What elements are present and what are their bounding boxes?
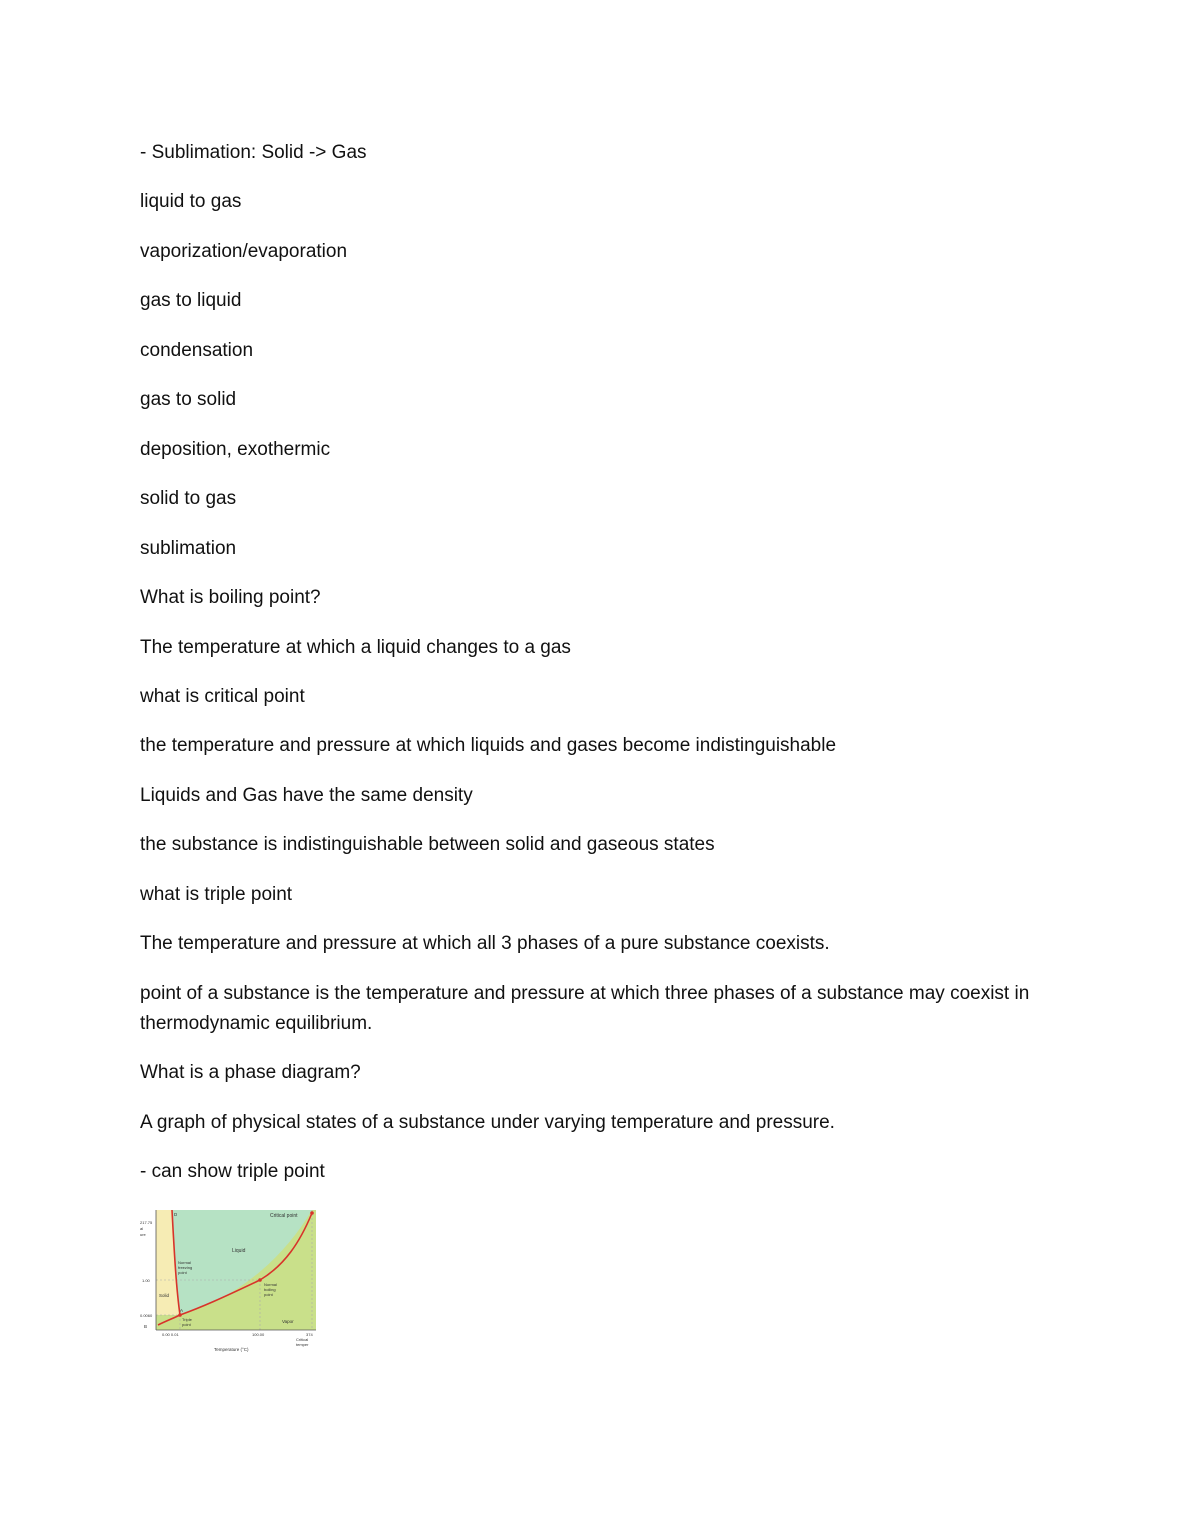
- point-d-label: D: [174, 1212, 178, 1217]
- boiling-point-marker: [258, 1278, 262, 1282]
- y-tick-mid: 1.00: [142, 1278, 150, 1283]
- text-line: deposition, exothermic: [140, 439, 331, 460]
- y-axis-fragment-2: ure: [140, 1232, 146, 1237]
- question-phase-diagram: What is a phase diagram?: [140, 1062, 361, 1083]
- freezing-point-label-3: point: [178, 1270, 187, 1275]
- text-line: The temperature and pressure at which all 3 phases of a pure substance coexists.: [140, 933, 830, 954]
- y-tick-low: 0.0060: [140, 1313, 153, 1318]
- text-line: solid to gas: [140, 488, 237, 509]
- question-triple-point: what is triple point: [140, 884, 293, 905]
- boiling-point-label-3: point: [264, 1292, 273, 1297]
- text-line: The temperature at which a liquid changes to a gas: [140, 637, 571, 658]
- boiling-point-label-1: Normal: [264, 1282, 277, 1287]
- question-critical-point: what is critical point: [140, 686, 305, 707]
- text-line: gas to solid: [140, 389, 237, 410]
- phase-diagram-svg: [140, 1207, 318, 1357]
- text-line: sublimation: [140, 538, 237, 559]
- triple-point-label-2: point: [182, 1322, 191, 1327]
- question-boiling-point: What is boiling point?: [140, 587, 321, 608]
- x-tick-100: 100.00: [252, 1332, 265, 1337]
- text-line: gas to liquid: [140, 290, 242, 311]
- point-a-label: A: [180, 1308, 184, 1313]
- liquid-label: Liquid: [232, 1248, 246, 1254]
- freezing-point-label-2: freezing: [178, 1265, 193, 1270]
- text-line: liquid to gas: [140, 191, 242, 212]
- point-b-label: B: [144, 1324, 148, 1329]
- critical-point-marker: [310, 1211, 314, 1215]
- text-line: vaporization/evaporation: [140, 241, 348, 262]
- critical-point-label: Critical point: [270, 1213, 298, 1219]
- text-line: condensation: [140, 340, 254, 361]
- critical-temp-label-2: temper: [296, 1342, 309, 1347]
- x-axis-title: Temperature (°C): [214, 1347, 249, 1352]
- x-tick-critical: 374: [306, 1332, 313, 1337]
- text-line: the temperature and pressure at which liquids and gases become indistinguishable: [140, 735, 837, 756]
- text-line-wrapped: point of a substance is the temperature and pressure at which three phases of a substance may coexist in thermodynamic equilibrium.: [140, 983, 1030, 1034]
- phase-diagram-image: [140, 1207, 318, 1357]
- y-tick-top: 217.75: [140, 1220, 153, 1225]
- y-axis-fragment-1: al: [140, 1226, 144, 1231]
- critical-temp-label-1: Critical: [296, 1337, 309, 1342]
- text-line: - can show triple point: [140, 1161, 325, 1182]
- vapor-label: Vapor: [282, 1319, 294, 1324]
- text-line: Liquids and Gas have the same density: [140, 785, 473, 806]
- text-line: - Sublimation: Solid -> Gas: [140, 142, 367, 163]
- solid-label: Solid: [159, 1293, 170, 1298]
- x-tick-zero: 0.00 0.01: [162, 1332, 179, 1337]
- text-line: the substance is indistinguishable between solid and gaseous states: [140, 834, 715, 855]
- boiling-point-label-2: boiling: [264, 1287, 276, 1292]
- triple-point-label-1: Triple: [182, 1317, 192, 1322]
- text-line: A graph of physical states of a substance under varying temperature and pressure.: [140, 1112, 835, 1133]
- freezing-point-label-1: Normal: [178, 1260, 191, 1265]
